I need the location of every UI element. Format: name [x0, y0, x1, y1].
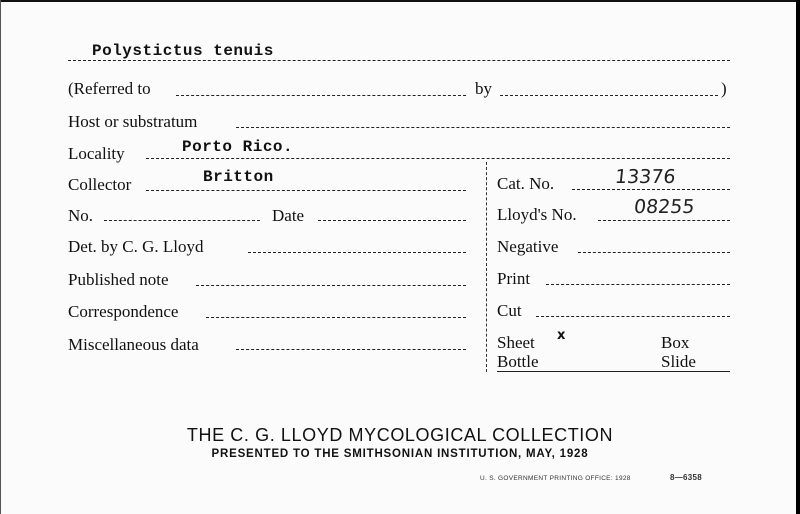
print-label: Print: [497, 269, 531, 288]
panel-divider: [486, 162, 487, 372]
printing-office-note: U. S. GOVERNMENT PRINTING OFFICE: 1928: [480, 475, 631, 482]
close-paren: ): [721, 79, 727, 98]
cat-no-value: 13376: [613, 166, 677, 188]
no-line: [104, 220, 260, 221]
no-label: No.: [68, 206, 94, 225]
panel-bottom-line: [497, 371, 730, 372]
sheet-label: Sheet: [497, 333, 535, 352]
det-by-label: Det. by C. G. Lloyd: [68, 237, 204, 256]
locality-label: Locality: [68, 144, 125, 163]
det-by-line: [248, 252, 466, 253]
published-note-line: [196, 285, 466, 286]
cut-label: Cut: [497, 301, 522, 320]
misc-line: [236, 349, 466, 350]
date-line: [318, 220, 466, 221]
host-line: [236, 127, 730, 128]
collector-label: Collector: [68, 175, 132, 194]
collector-value: Britton: [203, 168, 274, 186]
negative-label: Negative: [497, 237, 559, 256]
locality-value: Porto Rico.: [182, 138, 294, 156]
referred-to-line: [176, 95, 466, 96]
cat-no-label: Cat. No.: [497, 174, 555, 193]
slide-label: Slide: [661, 352, 696, 371]
species-name: Polystictus tenuis: [92, 42, 274, 60]
referred-to-label: (Referred to: [68, 79, 151, 98]
collection-title: THE C. G. LLOYD MYCOLOGICAL COLLECTION: [186, 425, 614, 445]
species-line: [68, 60, 730, 61]
bottle-label: Bottle: [497, 352, 539, 371]
correspondence-line: [206, 317, 466, 318]
by-line: [500, 95, 718, 96]
host-label: Host or substratum: [68, 112, 198, 131]
correspondence-label: Correspondence: [68, 302, 179, 321]
cut-line: [536, 316, 730, 317]
lloyds-no-label: Lloyd's No.: [497, 205, 577, 224]
lloyds-no-line: [598, 220, 730, 221]
locality-line: [146, 158, 730, 159]
published-note-label: Published note: [68, 270, 169, 289]
negative-line: [578, 252, 730, 253]
misc-label: Miscellaneous data: [68, 335, 199, 354]
cat-no-line: [572, 189, 730, 190]
box-label: Box: [661, 333, 690, 352]
collector-line: [146, 190, 466, 191]
by-label: by: [475, 79, 492, 98]
card-top-edge: [0, 0, 800, 2]
print-line: [546, 284, 730, 285]
lloyds-no-value: 08255: [632, 196, 696, 218]
collection-subtitle: PRESENTED TO THE SMITHSONIAN INSTITUTION, MAY, 1928: [211, 448, 589, 460]
date-label: Date: [272, 206, 305, 225]
sheet-check-mark: x: [557, 328, 566, 343]
form-number: 8—6358: [670, 473, 703, 482]
